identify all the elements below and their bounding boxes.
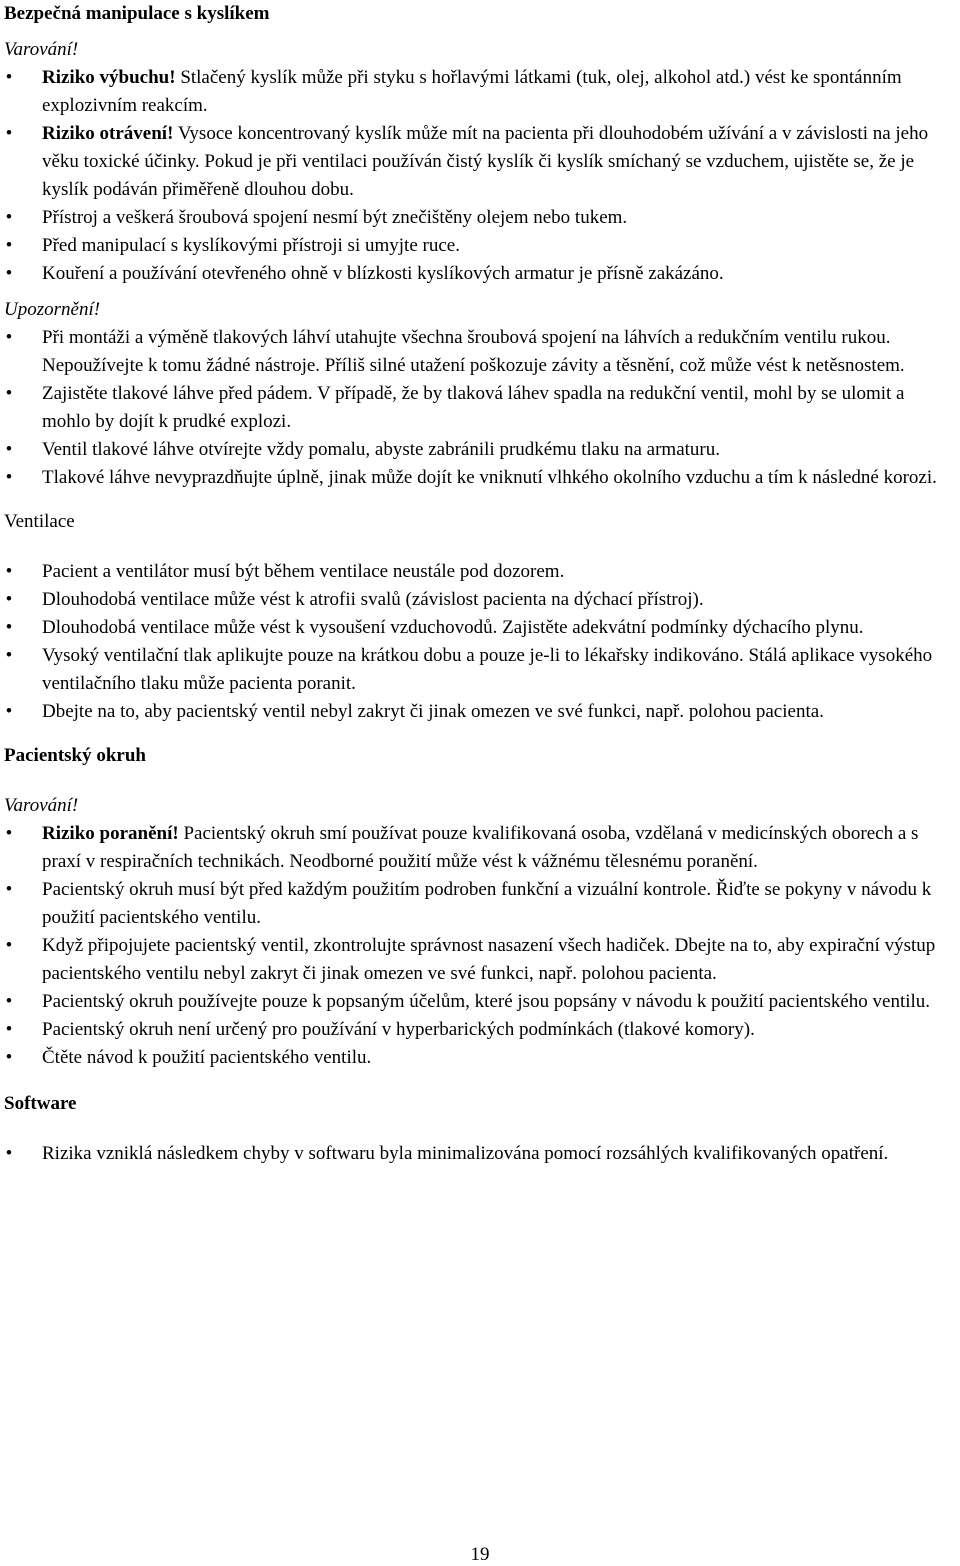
section-title-ventilation: Ventilace [4,511,75,532]
bullet-icon: • [5,589,13,610]
bullet-icon: • [5,935,13,956]
section-title-software: Software [4,1093,77,1114]
list-item: • Dlouhodobá ventilace může vést k atrofii svalů (závislost pacienta na dýchací přístroj). [4,586,954,614]
list-item: • Před manipulací s kyslíkovými přístroji si umyjte ruce. [4,232,954,260]
ventilation-list [4,558,954,726]
bullet-icon: • [5,263,13,284]
bullet-icon: • [5,879,13,900]
document-page [4,0,954,1168]
list-item: • Kouření a používání otevřeného ohně v blízkosti kyslíkových armatur je přísně zakázáno. [4,260,954,288]
bullet-icon: • [5,327,13,348]
list-item: • Dlouhodobá ventilace může vést k vysoušení vzduchovodů. Zajistěte adekvátní podmínky dýchacího plynu. [4,614,954,642]
list-item: • Rizika vzniklá následkem chyby v softwaru byla minimalizována pomocí rozsáhlých kvalifikovaných opatření. [4,1140,954,1168]
bullet-icon: • [5,617,13,638]
list-item: • Pacient a ventilátor musí být během ventilace neustále pod dozorem. [4,558,954,586]
list-item: • Dbejte na to, aby pacientský ventil nebyl zakryt či jinak omezen ve své funkci, např. polohou pacienta. [4,698,954,726]
page-number: 19 [470,1544,490,1565]
list-item: • Tlakové láhve nevyprazdňujte úplně, jinak může dojít ke vniknutí vlhkého okolního vzduchu a tím k následné korozi. [4,464,954,492]
bullet-icon: • [5,467,13,488]
list-item: • Riziko výbuchu! Stlačený kyslík může při styku s hořlavými látkami (tuk, olej, alkohol atd.) vést ke spontánním explozivním reakcím. [4,64,954,120]
bullet-icon: • [5,645,13,666]
oxygen-warning-list [4,64,954,288]
bullet-icon: • [5,383,13,404]
bullet-icon: • [5,701,13,722]
list-item: • Při montáži a výměně tlakových láhví utahujte všechna šroubová spojení na láhvích a redukčním ventilu rukou. Nepoužívejte k tomu žádné nástroje. Příliš silné utažení poškozuje závity a těsnění, což může vést k netěsnostem. [4,324,954,380]
bullet-icon: • [5,439,13,460]
list-item: • Vysoký ventilační tlak aplikujte pouze na krátkou dobu a pouze je-li to lékařsky indikováno. Stálá aplikace vysokého ventilačního tlaku může pacienta poranit. [4,642,954,698]
list-item: • Přístroj a veškerá šroubová spojení nesmí být znečištěny olejem nebo tukem. [4,204,954,232]
caution-label: Upozornění! [4,299,101,320]
bullet-icon: • [5,123,13,144]
list-item: • Pacientský okruh musí být před každým použitím podroben funkční a vizuální kontrole. Řiďte se pokyny v návodu k použití pacientského ventilu. [4,876,954,932]
bullet-icon: • [5,235,13,256]
section-title-oxygen: Bezpečná manipulace s kyslíkem [4,3,270,24]
list-item: • Pacientský okruh používejte pouze k popsaným účelům, které jsou popsány v návodu k použití pacientského ventilu. [4,988,954,1016]
software-list [4,1140,954,1168]
list-item: • Pacientský okruh není určený pro používání v hyperbarických podmínkách (tlakové komory). [4,1016,954,1044]
bullet-icon: • [5,1047,13,1068]
warning-label: Varování! [4,795,79,816]
list-item: • Zajistěte tlakové láhve před pádem. V případě, že by tlaková láhev spadla na redukční ventil, mohl by se ulomit a mohlo by dojít k prudké explozi. [4,380,954,436]
bullet-icon: • [5,207,13,228]
circuit-list [4,820,954,1072]
bullet-icon: • [5,561,13,582]
bullet-icon: • [5,1143,13,1164]
bullet-icon: • [5,1019,13,1040]
bullet-icon: • [5,67,13,88]
list-item: • Ventil tlakové láhve otvírejte vždy pomalu, abyste zabránili prudkému tlaku na armaturu. [4,436,954,464]
list-item: • Riziko poranění! Pacientský okruh smí používat pouze kvalifikovaná osoba, vzdělaná v medicínských oborech a s praxí v respiračních technikách. Neodborné použití může vést k vážnému tělesnému poranění. [4,820,954,876]
list-item: • Když připojujete pacientský ventil, zkontrolujte správnost nasazení všech hadiček. Dbejte na to, aby expirační výstup pacientského ventilu nebyl zakryt či jinak omezen ve své funkci, např. polohou pacienta. [4,932,954,988]
warning-label: Varování! [4,39,79,60]
bullet-icon: • [5,991,13,1012]
list-item: • Čtěte návod k použití pacientského ventilu. [4,1044,954,1072]
bullet-icon: • [5,823,13,844]
list-item: • Riziko otrávení! Vysoce koncentrovaný kyslík může mít na pacienta při dlouhodobém užívání a v závislosti na jeho věku toxické účinky. Pokud je při ventilaci používán čistý kyslík či kyslík smíchaný se vzduchem, ujistěte se, že je kyslík podáván přiměřeně dlouhou dobu. [4,120,954,204]
oxygen-caution-list [4,324,954,492]
section-title-circuit: Pacientský okruh [4,745,146,766]
